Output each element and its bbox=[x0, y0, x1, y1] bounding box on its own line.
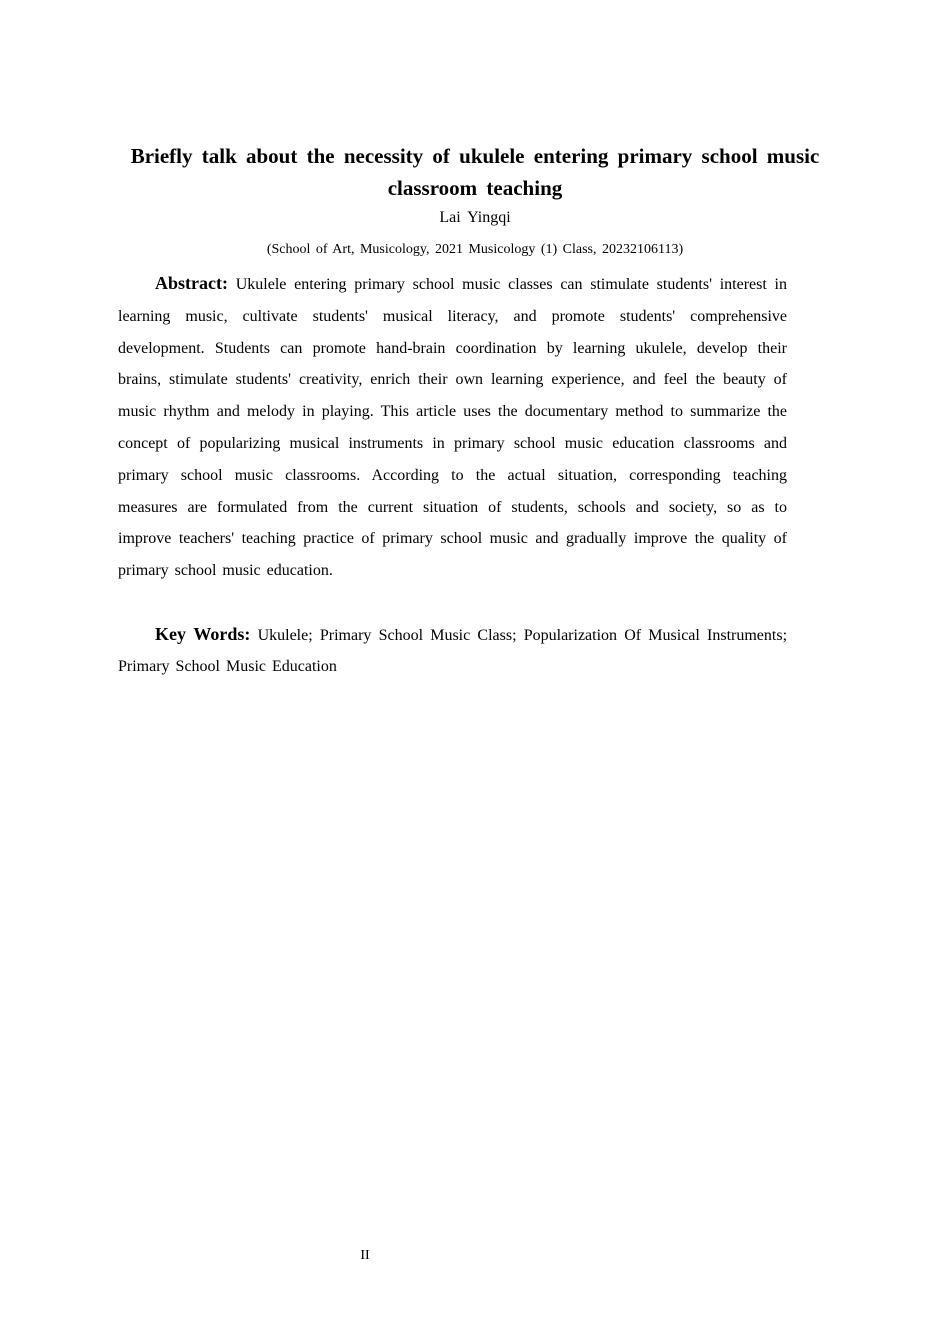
page-number: II bbox=[360, 1248, 370, 1263]
author-name: Lai Yingqi bbox=[439, 209, 511, 226]
keywords-label: Key Words: bbox=[155, 624, 251, 644]
abstract-label: Abstract: bbox=[155, 273, 228, 293]
abstract-text: Ukulele entering primary school music classes can stimulate students' interest in learning music, cultivate students' musical literacy, and promote students' comprehensive development. Students can promote hand-brain coordination by learning ukulele, develop their brains, stimulate students' creativity, enrich their own learning experience, and feel the beauty of music rhythm and melody in playing. This article uses the documentary method to summarize the concept of popularizing musical instruments in primary school music education classrooms and primary school music classrooms. According to the actual situation, corresponding teaching measures are formulated from the current situation of students, schools and society, so as to improve teachers' teaching practice of primary school music and gradually improve the quality of primary school music education. bbox=[118, 276, 788, 580]
paper-title: Briefly talk about the necessity of ukulele entering primary school music classroom teaching bbox=[130, 144, 820, 200]
keywords-text: Ukulele; Primary School Music Class; Popularization Of Musical Instruments; Primary School Music Education bbox=[118, 627, 788, 675]
author-affiliation: (School of Art, Musicology, 2021 Musicology (1) Class, 20232106113) bbox=[266, 242, 684, 257]
keywords-paragraph bbox=[118, 619, 787, 682]
abstract-paragraph bbox=[118, 268, 787, 587]
